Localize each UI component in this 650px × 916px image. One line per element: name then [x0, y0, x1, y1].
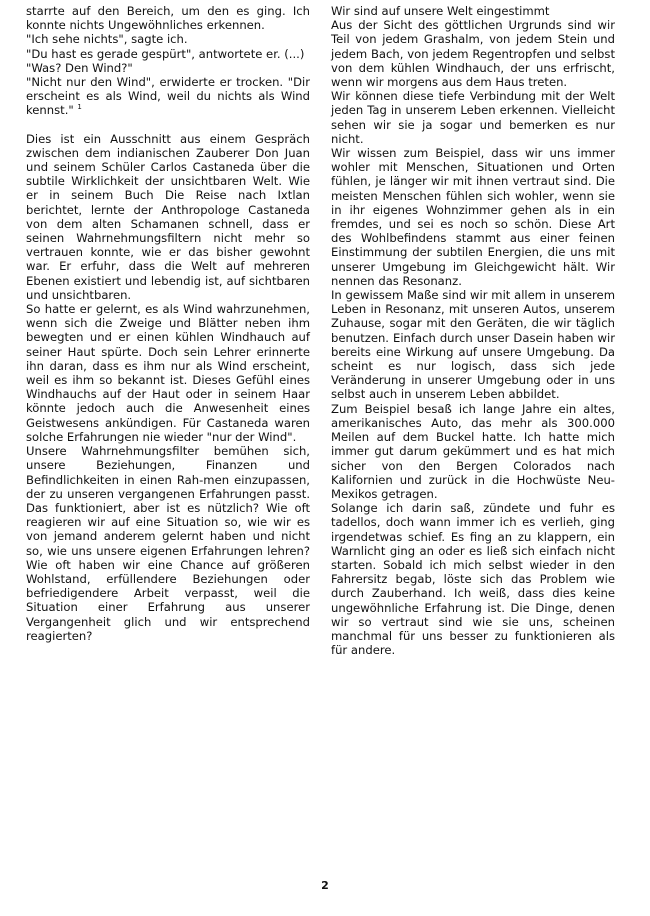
page-number: 2: [321, 879, 329, 892]
right-column: [331, 4, 615, 657]
paragraph: Solange ich darin saß, zündete und fuhr es tadellos, doch wann immer ich es verlieh, ging irgendetwas schief. Es fing an zu klappern, ein Warnlicht ging an oder es ließ sich einfach nicht starten. Sobald ich mich selbst wieder in den Fahrersitz begab, löste sich das Problem wie durch Zauberhand. Ich weiß, dass dies keine ungewöhnliche Erfahrung ist. Die Dinge, denen wir so vertraut sind wie sie uns, scheinen manchmal für uns besser zu funktionieren als für andere.: [331, 501, 615, 658]
paragraph: In gewissem Maße sind wir mit allem in unserem Leben in Resonanz, mit unseren Autos, unserem Zuhause, sogar mit den Geräten, die wir täglich benutzen. Einfach durch unser Dasein haben wir bereits eine Wirkung auf unsere Umgebung. Da scheint es nur logisch, dass sich jede Veränderung in unserer Umgebung oder in uns selbst auch in unserem Leben abbildet.: [331, 288, 615, 402]
paragraph: "Ich sehe nichts", sagte ich.: [26, 32, 188, 47]
left-column: [26, 4, 310, 643]
paragraph: So hatte er gelernt, es als Wind wahrzunehmen, wenn sich die Zweige und Blätter neben ihm bewegten und er einen kühlen Windhauch auf seiner Haut spürte. Doch sein Lehrer erinnerte ihn daran, dass es ihm nur als Wind erscheint, weil es ihm so bekannt ist. Dieses Gefühl eines Windhauchs auf der Haut oder in seinem Haar könnte jedoch auch die Anwesenheit eines Geistwesens ankündigen. Für Castaneda waren solche Erfahrungen nie wieder "nur der Wind".: [26, 302, 310, 444]
paragraph: "Was? Den Wind?": [26, 60, 133, 75]
paragraph-gap: [26, 118, 310, 132]
paragraph: "Du hast es gerade gespürt", antwortete er. (...): [26, 46, 305, 61]
paragraph: Wir wissen zum Beispiel, dass wir uns immer wohler mit Menschen, Situationen und Orten fühlen, je länger wir mit ihnen vertraut sind. Die meisten Menschen fühlen sich wohler, wenn sie in ihr eigenes Wohnzimmer gehen als in ein fremdes, und sei es noch so schön. Diese Art des Wohlbefindens stammt aus einer feinen Einstimmung der subtilen Energien, die uns mit unserer Umgebung im Gleichgewicht hält. Wir nennen das Resonanz.: [331, 146, 615, 288]
paragraph: Dies ist ein Ausschnitt aus einem Gespräch zwischen dem indianischen Zauberer Don Juan und seinem Schüler Carlos Castaneda über die subtile Wirklichkeit der unsichtbaren Welt. Wie er in seinem Buch Die Reise nach Ixtlan berichtet, lernte der Anthropologe Castaneda von dem alten Schamanen schnell, dass er seinen Wahrnehmungsfiltern nicht mehr so vertrauen konnte, wie er das bisher gewohnt war. Er erfuhr, dass die Welt auf mehreren Ebenen existiert und lebendig ist, auf sichtbaren und unsichtbaren.: [26, 131, 310, 302]
paragraph-with-footnote: [26, 75, 310, 118]
paragraph: Wir können diese tiefe Verbindung mit der Welt jeden Tag in unserem Leben erkennen. Vielleicht sehen wir sie ja sogar und bemerken es nur nicht.: [331, 89, 615, 146]
paragraph: "Nicht nur den Wind", erwiderte er trocken. "Dir erscheint es als Wind, weil du nichts als Wind kennst.": [26, 75, 310, 118]
paragraph: Aus der Sicht des göttlichen Urgrunds sind wir Teil von jedem Grashalm, von jedem Stein und jedem Bach, von jedem Regentropfen und selbst von dem kühlen Windhauch, der uns erfrischt, wenn wir morgens aus dem Haus treten.: [331, 18, 615, 90]
section-heading: Wir sind auf unsere Welt eingestimmt: [331, 4, 550, 18]
paragraph: starrte auf den Bereich, um den es ging. Ich konnte nichts Ungewöhnliches erkennen.: [26, 4, 310, 33]
paragraph: Zum Beispiel besaß ich lange Jahre ein altes, amerikanisches Auto, das mehr als 300.000 Meilen auf dem Buckel hatte. Ich hatte mich immer gut darum gekümmert und es hat mich sicher von den Bergen Colorados nach Kalifornien und zurück in die Hochwüste Neu-Mexikos getragen.: [331, 401, 615, 501]
footnote-marker: 1: [77, 103, 82, 112]
paragraph: Unsere Wahrnehmungsfilter bemühen sich, unsere Beziehungen, Finanzen und Befindlichkeiten in einen Rah-men einzupassen, der zu unseren vergangenen Erfahrungen passt. Das funktioniert, aber ist es nützlich? Wie oft reagieren wir auf eine Situation so, wie wir es von jemand anderem gelernt haben und nicht so, wie uns unsere eigenen Erfahrungen lehren? Wie oft haben wir eine Chance auf größeren Wohlstand, erfüllendere Beziehungen oder befriedigendere Arbeit verpasst, weil die Situation einer Erfahrung aus unserer Vergangenheit glich und wir entsprechend reagierten?: [26, 444, 310, 643]
